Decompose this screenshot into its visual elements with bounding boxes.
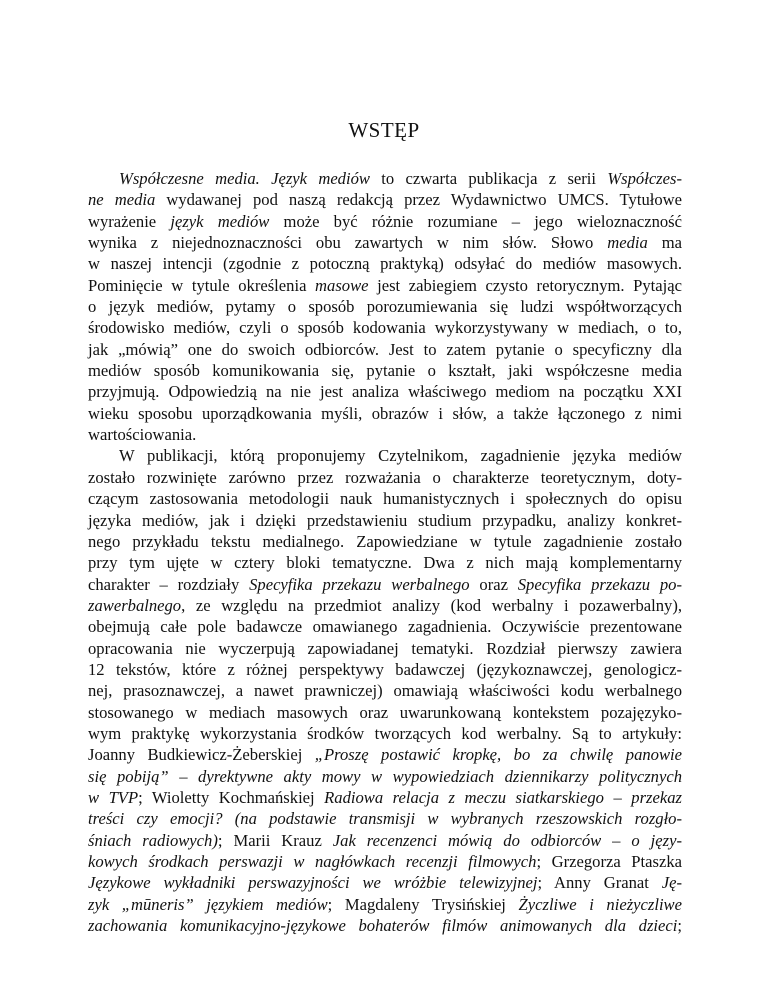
text-line [88, 702, 682, 723]
text-line [88, 723, 682, 744]
text-line [88, 189, 682, 210]
text-span: środowisko mediów, czyli o sposób kodowania wykorzystywany w mediach, o to, [88, 318, 682, 338]
italic-text-span: zyk „mūneris” językiem mediów [88, 894, 328, 914]
text-span: o język mediów, pytamy o sposób porozumiewania się ludzi współtworzących [88, 297, 682, 317]
text-span: to czwarta publikacja z serii [369, 169, 608, 188]
text-line [88, 595, 682, 616]
text-line [88, 830, 682, 851]
text-line [88, 872, 682, 893]
text-line [88, 766, 682, 787]
text-line [88, 638, 682, 659]
text-span: nej, prasoznawczej, a nawet prawniczej) omawiają właściwości kodu werbalnego [88, 681, 682, 701]
italic-text-span: w TVP [88, 787, 139, 807]
text-line [88, 680, 682, 701]
text-line [88, 616, 682, 637]
text-span: ; Magdaleny Trysińskiej [327, 894, 519, 914]
text-line [88, 894, 682, 915]
text-span: wydawanej pod naszą redakcją przez Wydawnictwo UMCS. Tytułowe [155, 190, 682, 210]
page-title: WSTĘP [348, 118, 420, 142]
text-span: wieku sposobu uporządkowania myśli, obrazów i słów, a także łączonego z nimi [88, 403, 682, 423]
text-line [88, 851, 682, 872]
text-span: stosowanego w mediach masowych oraz uwarunkowaną kontekstem pozajęzyko- [88, 702, 682, 722]
text-span: mediów sposób komunikowania się, pytanie o kształt, jaki współczesne media [88, 361, 682, 381]
text-line [88, 317, 682, 338]
text-line [88, 659, 682, 680]
text-span: ; [677, 916, 682, 936]
italic-text-span: ne media [88, 190, 156, 210]
italic-text-span: kowych środkach perswazji w nagłówkach recenzji filmowych [88, 852, 537, 871]
italic-text-span: „Proszę postawić kropkę, bo za chwilę panowie [314, 745, 682, 765]
italic-text-span: zachowania komunikacyjno-językowe bohaterów filmów animowanych dla dzieci [88, 916, 678, 936]
text-span: wynika z niejednoznaczności obu zawartych w nim słów. Słowo [88, 233, 608, 253]
text-line [88, 445, 682, 466]
text-line [88, 168, 682, 189]
text-span: Joanny Budkiewicz-Żeberskiej [88, 745, 315, 765]
body-text [88, 168, 682, 936]
italic-text-span: Jak recenzenci mówią do odbiorców – o języ- [332, 830, 682, 850]
text-span: ; Grzegorza Ptaszka [536, 852, 682, 871]
text-line [88, 381, 682, 402]
text-line [88, 339, 682, 360]
text-line [88, 275, 682, 296]
italic-text-span: zawerbalnego [88, 595, 182, 615]
text-line [88, 574, 682, 595]
text-line [88, 510, 682, 531]
italic-text-span: język mediów [170, 211, 270, 231]
text-span: wartościowania. [88, 425, 197, 445]
text-line [88, 296, 682, 317]
text-span: wyrażenie [88, 211, 171, 231]
text-line [88, 787, 682, 808]
text-span: wym praktykę wykorzystania środków tworzących kod werbalny. Są to artykuły: [88, 723, 682, 743]
italic-text-span: śniach radiowych) [88, 830, 218, 850]
text-span: przyjmują. Odpowiedzią na nie jest analiza właściwego mediom na początku XXI [88, 382, 682, 402]
text-line [88, 467, 682, 488]
text-span: czącym zastosowania metodologii nauk humanistycznych i społecznych do opisu [88, 489, 682, 509]
text-span: ; Anny Granat [537, 873, 662, 893]
italic-text-span: Językowe wykładniki perswazyjności we wróżbie telewizyjnej [88, 873, 538, 893]
text-span: jak „mówią” one do swoich odbiorców. Jest to zatem pytanie o specyficzny dla [88, 339, 682, 359]
text-line [88, 488, 682, 509]
text-span: ; Marii Krauz [217, 830, 333, 850]
text-span: obejmują całe pole badawcze omawianego zagadnienia. Oczywiście prezentowane [88, 617, 682, 637]
italic-text-span: Ję- [661, 873, 682, 893]
text-span: oraz [469, 574, 518, 594]
text-span: Pominięcie w tytule określenia [88, 275, 316, 295]
italic-text-span: Specyfika przekazu werbalnego [249, 574, 470, 594]
text-span: 12 tekstów, które z różnej perspektywy badawczej (językoznawczej, genologicz- [88, 659, 682, 679]
italic-text-span: Radiowa relacja z meczu siatkarskiego – przekaz [324, 787, 682, 807]
text-span: ma [647, 233, 683, 253]
italic-text-span: Współczesne media. Język mediów [119, 169, 370, 188]
text-line [88, 232, 682, 253]
text-span: jest zabiegiem czysto retorycznym. Pytając [368, 275, 682, 295]
text-line [88, 531, 682, 552]
italic-text-span: się pobiją” – dyrektywne akty mowy w wypowiedziach dziennikarzy politycznych [88, 766, 682, 786]
text-line [88, 403, 682, 424]
text-span: charakter – rozdziały [88, 574, 250, 594]
text-span: języka mediów, jak i dzięki przedstawieniu studium przypadku, analizy konkret- [88, 510, 682, 530]
italic-text-span: Życzliwe i nieżyczliwe [518, 894, 682, 914]
text-span: , ze względu na przedmiot analizy (kod werbalny i pozawerbalny), [181, 595, 682, 615]
italic-text-span: media [607, 233, 648, 253]
text-span: przy tym ujęte w cztery bloki tematyczne. Dwa z nich mają komplementarny [88, 553, 682, 573]
text-line [88, 744, 682, 765]
italic-text-span: treści czy emocji? (na podstawie transmisji w wybranych rzeszowskich rozgło- [88, 809, 682, 829]
text-span: nego przykładu tekstu medialnego. Zapowiedziane w tytule zagadnienie zostało [88, 531, 682, 551]
text-line [88, 211, 682, 232]
italic-text-span: Współczes- [607, 169, 682, 188]
text-line [88, 253, 682, 274]
italic-text-span: Specyfika przekazu po- [517, 574, 682, 594]
text-span: może być różnie rozumiane – jego wieloznaczność [269, 211, 683, 231]
text-line [88, 808, 682, 829]
text-line [88, 915, 682, 936]
text-line [88, 424, 682, 445]
text-line [88, 552, 682, 573]
text-span: w naszej intencji (zgodnie z potoczną praktyką) odsyłać do mediów masowych. [88, 254, 682, 274]
text-span: W publikacji, którą proponujemy Czytelnikom, zagadnienie języka mediów [119, 446, 682, 466]
italic-text-span: masowe [315, 275, 369, 295]
text-line [88, 360, 682, 381]
text-span: zostało rozwinięte zarówno przez rozważania o charakterze teoretycznym, doty- [88, 467, 682, 487]
text-span: ; Wioletty Kochmańskiej [138, 787, 325, 807]
text-span: opracowania nie wyczerpują zapowiadanej tematyki. Rozdział pierwszy zawiera [88, 638, 682, 658]
